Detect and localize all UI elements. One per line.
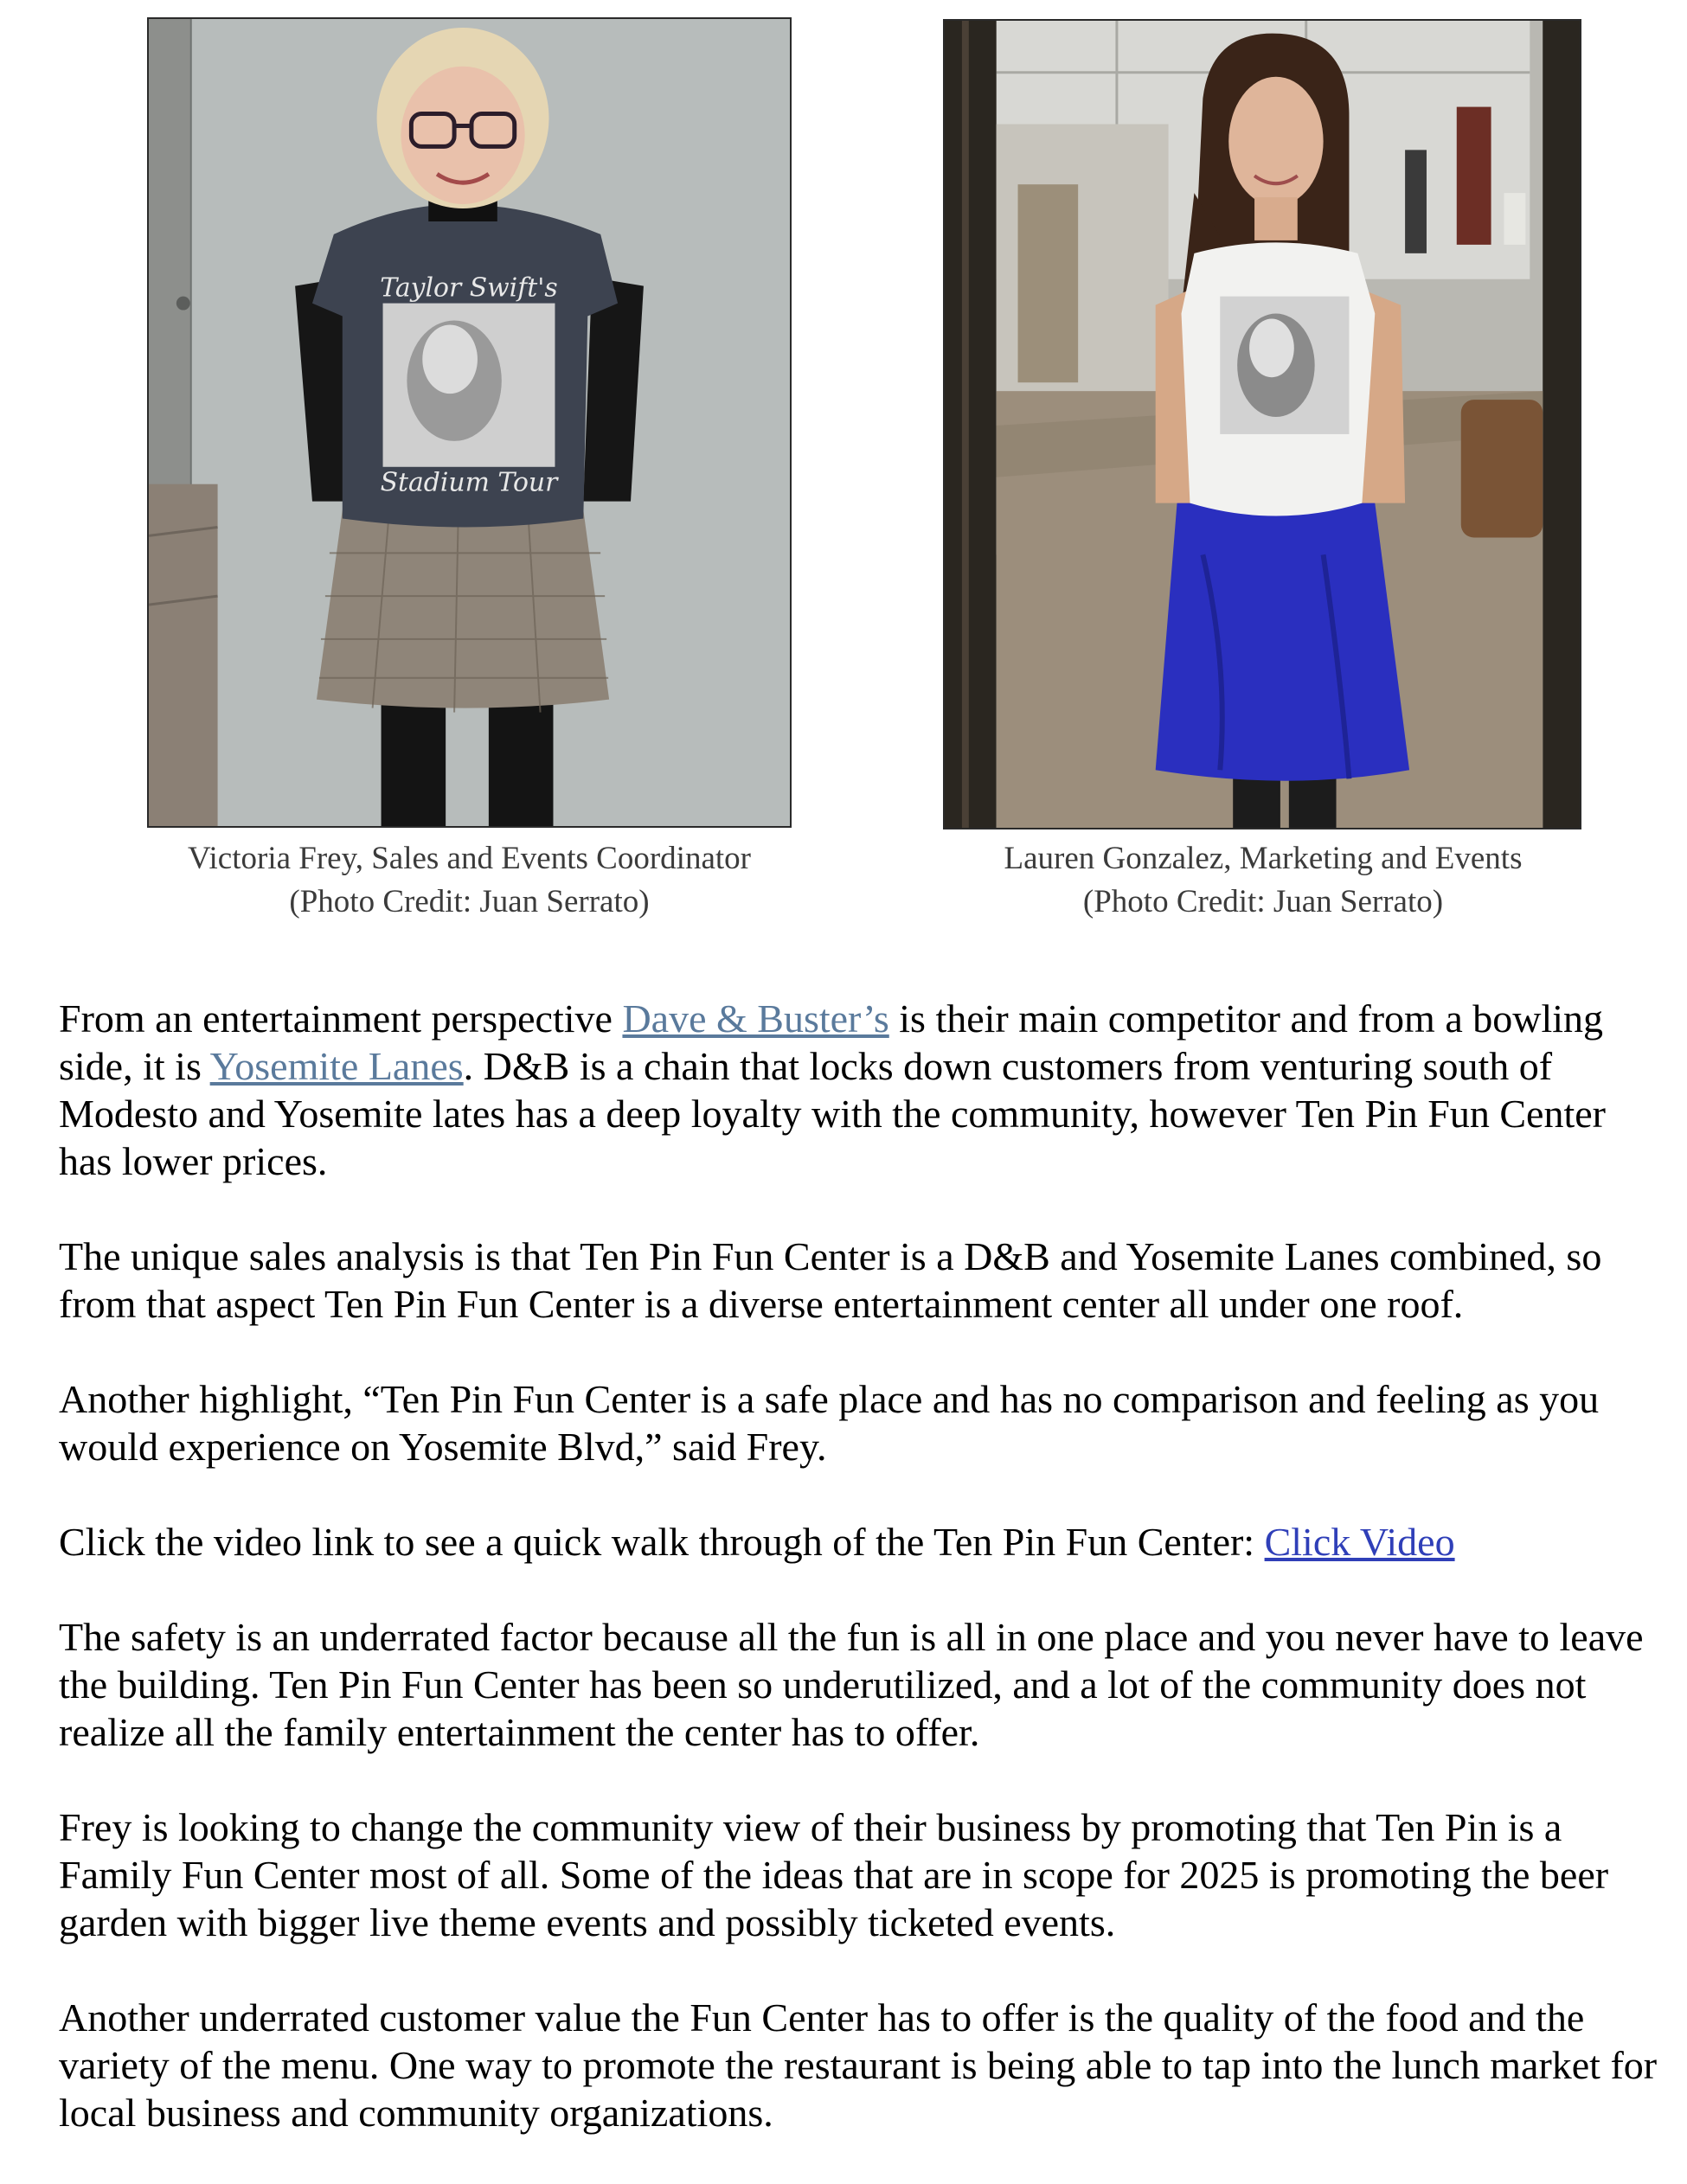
paragraph-text: . D&B is a chain that locks down customers from venturing south of Modesto and Yosemite lates has a deep loyalty with the community, however Ten Pin Fun Center has lower prices. (59, 1044, 1606, 1183)
caption-lauren-gonzalez (917, 837, 1609, 924)
paragraph-text: is their main competitor and from a bowling side, it is (59, 996, 1604, 1088)
paragraph-food-menu: Another underrated customer value the Fun Center has to offer is the quality of the food and the variety of the menu. One way to promote the restaurant is being able to tap into the lunch market for local business and community organizations. (59, 1995, 1658, 2135)
photo-lauren-gonzalez-image (945, 21, 1580, 828)
paragraph-community-view: Frey is looking to change the community view of their business by promoting that Ten Pin is a Family Fun Center most of all. Some of the ideas that are in scope for 2025 is promoting the beer garden with bigger live theme events and possibly ticketed events. (59, 1805, 1609, 1944)
shirt-text-bottom: Stadium Tour (380, 467, 558, 498)
photo-victoria-frey (147, 17, 792, 828)
click-video-link[interactable]: Click Video (1264, 1520, 1455, 1564)
caption-photo-credit: (Photo Credit: Juan Serrato) (289, 884, 650, 919)
photo-victoria-frey-image (149, 19, 790, 826)
paragraph-safety: The safety is an underrated factor because all the fun is all in one place and you never have to leave the building. Ten Pin Fun Center has been so underutilized, and a lot of the community does not realize all the family entertainment the center has to offer. (59, 1615, 1644, 1754)
caption-name-title: Lauren Gonzalez, Marketing and Events (1004, 841, 1523, 876)
paragraph-sales-analysis: The unique sales analysis is that Ten Pin Fun Center is a D&B and Yosemite Lanes combined, so from that aspect Ten Pin Fun Center is a diverse entertainment center all under one roof. (59, 1234, 1602, 1326)
dave-and-busters-link[interactable]: Dave & Buster’s (622, 996, 889, 1041)
paragraph-text: Click the video link to see a quick walk through of the Ten Pin Fun Center: (59, 1520, 1265, 1564)
caption-name-title: Victoria Frey, Sales and Events Coordinator (188, 841, 751, 876)
shirt-text-top: Taylor Swift's (380, 272, 558, 304)
photo-lauren-gonzalez (943, 19, 1581, 829)
caption-photo-credit: (Photo Credit: Juan Serrato) (1082, 884, 1444, 919)
paragraph-video (59, 1518, 1668, 1566)
yosemite-lanes-link[interactable]: Yosemite Lanes (209, 1044, 464, 1088)
paragraph-competitors (59, 995, 1668, 1185)
paragraph-text: From an entertainment perspective (59, 996, 623, 1041)
caption-victoria-frey (104, 837, 835, 924)
article-body (59, 995, 1668, 2184)
paragraph-highlight-quote: Another highlight, “Ten Pin Fun Center is a safe place and has no comparison and feeling as you would experience on Yosemite Blvd,” said Frey. (59, 1377, 1600, 1469)
